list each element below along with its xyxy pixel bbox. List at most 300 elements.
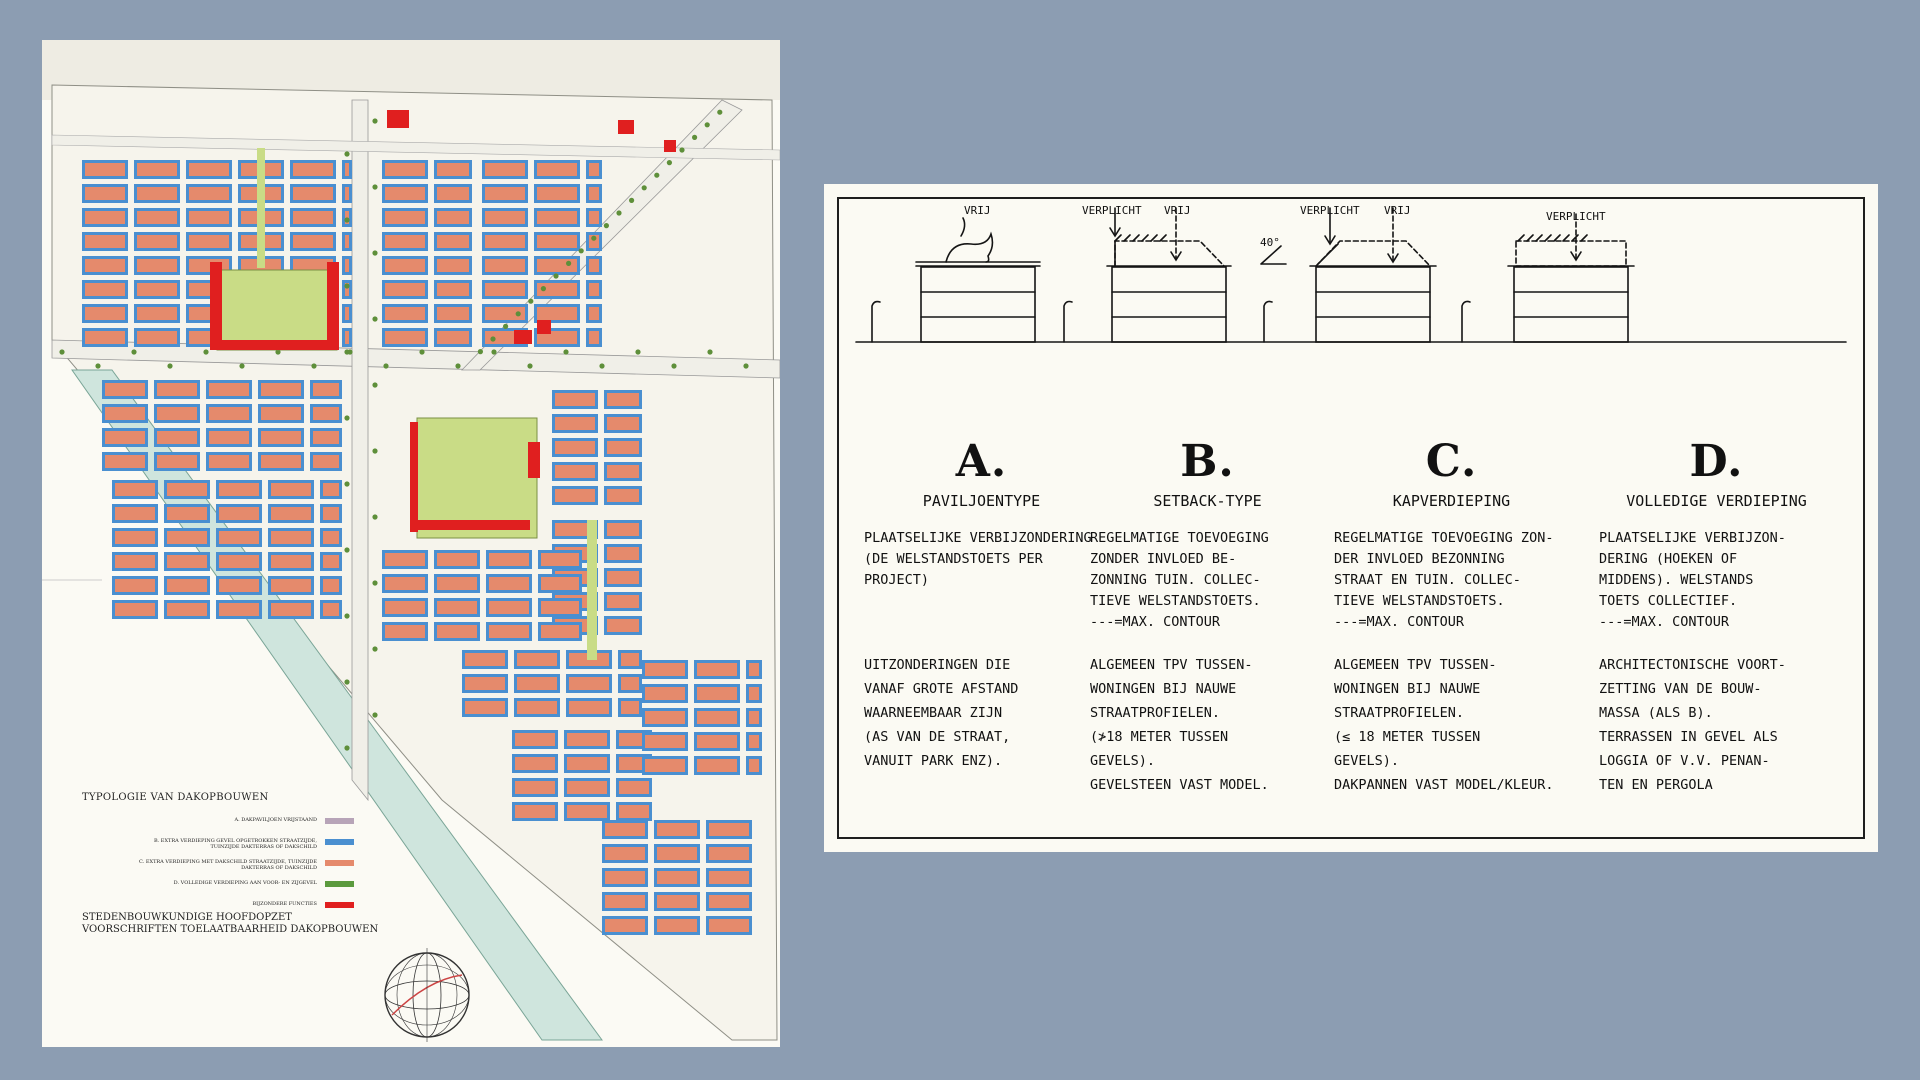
housing-block-inner <box>437 577 477 590</box>
housing-block-inner <box>607 393 639 406</box>
housing-block-inner <box>85 211 125 224</box>
housing-block-inner <box>437 307 469 320</box>
street-tree <box>527 363 532 368</box>
housing-block-inner <box>697 687 737 700</box>
housing-block-inner <box>541 553 579 566</box>
housing-block-inner <box>657 871 697 884</box>
housing-block-inner <box>385 601 425 614</box>
street-tree <box>591 236 596 241</box>
legend-swatch <box>325 839 354 845</box>
street-tree <box>203 349 208 354</box>
compass-rose-icon <box>372 940 482 1050</box>
housing-block-inner <box>607 489 639 502</box>
housing-block-inner <box>157 455 197 468</box>
green-strip <box>587 520 597 660</box>
type-description: PLAATSELIJKE VERBIJZON- DERING (HOEKEN OF MIDDENS). WELSTANDS TOETS COLLECTIEF. ---=MAX. CONTOUR <box>1599 530 1786 630</box>
street-tree <box>344 217 349 222</box>
street-tree <box>671 363 676 368</box>
legend-label: D. VOLLEDIGE VERDIEPING AAN VOOR- EN ZIJGEVEL <box>173 880 317 886</box>
housing-block-inner <box>293 211 333 224</box>
housing-block-inner <box>209 431 249 444</box>
housing-block-inner <box>567 781 607 794</box>
housing-block-inner <box>209 407 249 420</box>
street-tree <box>59 349 64 354</box>
type-title: PAVILJOENTYPE <box>922 492 1041 510</box>
housing-block-inner <box>645 735 685 748</box>
legend-swatch <box>325 818 354 824</box>
housing-block-inner <box>485 235 525 248</box>
housing-block-inner <box>115 483 155 496</box>
street-tree <box>599 363 604 368</box>
housing-block-inner <box>749 711 759 724</box>
housing-block-inner <box>323 483 339 496</box>
housing-block-inner <box>271 603 311 616</box>
housing-block-inner <box>137 235 177 248</box>
section-d <box>1462 214 1634 342</box>
legend-item-d <box>82 878 382 899</box>
housing-block-inner <box>607 571 639 584</box>
housing-block-inner <box>323 531 339 544</box>
housing-block-inner <box>589 331 599 344</box>
type-description: REGELMATIGE TOEVOEGING ZONDER INVLOED BE- ZONNING TUIN. COLLEC- TIEVE WELSTANDSTOETS. ---=MAX. CONTOUR <box>1090 530 1269 630</box>
housing-block-inner <box>437 625 477 638</box>
label-verplicht-b: VERPLICHT <box>1082 204 1142 217</box>
housing-block-inner <box>345 163 349 176</box>
legend-label: C. EXTRA VERDIEPING MET DAKSCHILD STRAATZIJDE, TUINZIJDE DAKTERRAS OF DAKSCHILD <box>139 859 317 871</box>
street-tree <box>490 336 495 341</box>
housing-block-inner <box>437 187 469 200</box>
housing-block-inner <box>541 601 579 614</box>
housing-block-inner <box>115 507 155 520</box>
type-letter: A. <box>955 436 1008 487</box>
housing-block-inner <box>645 687 685 700</box>
housing-block-inner <box>85 187 125 200</box>
housing-block-inner <box>137 211 177 224</box>
street-tree <box>383 363 388 368</box>
legend-label: A. DAKPAVILJOEN VRIJSTAAND <box>234 817 317 823</box>
housing-block-inner <box>209 455 249 468</box>
housing-block-inner <box>271 507 311 520</box>
street-tree <box>372 646 377 651</box>
housing-block-inner <box>485 283 525 296</box>
housing-block-inner <box>489 601 529 614</box>
housing-block-inner <box>115 579 155 592</box>
housing-block-inner <box>167 603 207 616</box>
street-tree <box>344 679 349 684</box>
housing-block-inner <box>465 677 505 690</box>
street-tree <box>239 363 244 368</box>
housing-block-inner <box>569 701 609 714</box>
housing-block-inner <box>115 531 155 544</box>
housing-block-inner <box>189 187 229 200</box>
housing-block-inner <box>385 163 425 176</box>
green-strip <box>257 148 265 268</box>
street-tree <box>347 349 352 354</box>
housing-block-inner <box>323 579 339 592</box>
housing-block-inner <box>293 235 333 248</box>
street-tree <box>604 223 609 228</box>
housing-block-inner <box>437 331 469 344</box>
legend-swatch <box>325 902 354 908</box>
housing-block-inner <box>541 625 579 638</box>
housing-block-inner <box>437 553 477 566</box>
housing-block-inner <box>137 259 177 272</box>
street-tree <box>566 261 571 266</box>
housing-block-inner <box>517 653 557 666</box>
housing-block-inner <box>167 555 207 568</box>
housing-block-inner <box>105 455 145 468</box>
housing-block-inner <box>749 687 759 700</box>
housing-block-inner <box>645 663 685 676</box>
housing-block-inner <box>323 603 339 616</box>
housing-block-inner <box>345 259 349 272</box>
housing-block-inner <box>555 393 595 406</box>
street-tree <box>717 110 722 115</box>
section-b <box>1064 208 1231 342</box>
housing-block-inner <box>697 759 737 772</box>
housing-block-inner <box>261 383 301 396</box>
legend-swatch <box>325 860 354 866</box>
housing-block-inner <box>537 187 577 200</box>
housing-block-inner <box>541 577 579 590</box>
housing-block-inner <box>313 431 339 444</box>
street-tree <box>372 250 377 255</box>
street-tree <box>528 299 533 304</box>
street-tree <box>167 363 172 368</box>
housing-block-inner <box>537 211 577 224</box>
housing-block-inner <box>517 677 557 690</box>
type-letter: B. <box>1180 436 1235 487</box>
housing-block-inner <box>657 823 697 836</box>
street-tree <box>344 745 349 750</box>
housing-block-inner <box>345 331 349 344</box>
housing-block-inner <box>569 677 609 690</box>
housing-block-inner <box>697 663 737 676</box>
housing-block-inner <box>219 483 259 496</box>
housing-block-inner <box>657 919 697 932</box>
housing-block-inner <box>589 163 599 176</box>
street-tree <box>629 198 634 203</box>
housing-block-inner <box>385 211 425 224</box>
housing-block-inner <box>157 431 197 444</box>
legend-item-a <box>82 815 382 836</box>
housing-block-inner <box>537 259 577 272</box>
housing-block-inner <box>697 735 737 748</box>
housing-block-inner <box>621 677 639 690</box>
street-tree <box>372 448 377 453</box>
street-tree <box>667 160 672 165</box>
street-tree <box>344 613 349 618</box>
housing-block-inner <box>167 483 207 496</box>
housing-block-inner <box>485 187 525 200</box>
housing-block-inner <box>465 653 505 666</box>
housing-block-inner <box>709 847 749 860</box>
housing-block-inner <box>105 431 145 444</box>
label-vrij-b: VRIJ <box>1164 204 1191 217</box>
street-tree <box>654 173 659 178</box>
housing-block-inner <box>209 383 249 396</box>
housing-block-inner <box>607 547 639 560</box>
street-tree <box>344 151 349 156</box>
legend-title: TYPOLOGIE VAN DAKOPBOUWEN <box>82 792 269 803</box>
housing-block-inner <box>749 735 759 748</box>
street-tree <box>478 349 483 354</box>
housing-block-inner <box>619 805 649 818</box>
housing-block-inner <box>115 603 155 616</box>
map-title <box>82 912 422 936</box>
housing-block-inner <box>489 577 529 590</box>
green-square <box>217 270 337 350</box>
label-verplicht-d: VERPLICHT <box>1546 210 1606 223</box>
map-title-line1: STEDENBOUWKUNDIGE HOOFDOPZET <box>82 912 292 923</box>
street-tree <box>419 349 424 354</box>
housing-block-inner <box>137 331 177 344</box>
housing-block-inner <box>605 871 645 884</box>
housing-block-inner <box>537 163 577 176</box>
housing-block-inner <box>271 531 311 544</box>
housing-block-inner <box>657 847 697 860</box>
housing-block-inner <box>589 283 599 296</box>
street-tree <box>635 349 640 354</box>
section-c <box>1261 208 1436 342</box>
legend-label: B. EXTRA VERDIEPING GEVEL OPGETROKKEN STRAATZIJDE, TUINZIJDE DAKTERRAS OF DAKSCHILD <box>153 838 317 850</box>
street-tree <box>131 349 136 354</box>
housing-block-inner <box>515 757 555 770</box>
street-tree <box>372 514 377 519</box>
housing-block-inner <box>607 465 639 478</box>
housing-block-inner <box>437 601 477 614</box>
legend-item-b <box>82 836 382 857</box>
section-a <box>872 218 1040 342</box>
housing-block-inner <box>515 781 555 794</box>
housing-block-inner <box>749 759 759 772</box>
street-tree <box>344 415 349 420</box>
housing-block-inner <box>385 307 425 320</box>
housing-block-inner <box>85 235 125 248</box>
housing-block-inner <box>219 531 259 544</box>
housing-block-inner <box>271 579 311 592</box>
legend-swatch <box>325 881 354 887</box>
legend-label: BIJZONDERE FUNCTIES <box>252 901 317 907</box>
type-title: KAPVERDIEPING <box>1392 492 1511 510</box>
type-application: ARCHITECTONISCHE VOORT- ZETTING VAN DE BOUW- MASSA (ALS B). TERRASSEN IN GEVEL ALS LOGGIA OF V.V. PENAN- TEN EN PERGOLA <box>1599 657 1786 793</box>
housing-block-inner <box>137 307 177 320</box>
housing-block-inner <box>589 187 599 200</box>
housing-block-inner <box>271 483 311 496</box>
housing-block-inner <box>605 823 645 836</box>
housing-block-inner <box>167 579 207 592</box>
housing-block-inner <box>605 919 645 932</box>
housing-block-inner <box>85 283 125 296</box>
housing-block-inner <box>345 187 349 200</box>
housing-block-inner <box>437 211 469 224</box>
housing-block-inner <box>645 759 685 772</box>
housing-block-inner <box>605 895 645 908</box>
housing-block-inner <box>589 259 599 272</box>
housing-block-inner <box>607 441 639 454</box>
street-tree <box>516 311 521 316</box>
housing-block-inner <box>485 259 525 272</box>
type-letter: D. <box>1689 436 1744 487</box>
housing-block-inner <box>219 555 259 568</box>
type-description: PLAATSELIJKE VERBIJZONDERING (DE WELSTANDSTOETS PER PROJECT) <box>864 530 1092 588</box>
housing-block-inner <box>621 653 639 666</box>
legend-item-c <box>82 857 382 878</box>
type-description: REGELMATIGE TOEVOEGING ZON- DER INVLOED BEZONNING STRAAT EN TUIN. COLLEC- TIEVE WELSTANDSTOETS. ---=MAX. CONTOUR <box>1334 530 1554 630</box>
housing-block-inner <box>345 235 349 248</box>
housing-block-inner <box>567 805 607 818</box>
housing-block-inner <box>607 417 639 430</box>
housing-block-inner <box>555 489 595 502</box>
housing-block-inner <box>607 523 639 536</box>
housing-block-inner <box>709 823 749 836</box>
housing-block-inner <box>605 847 645 860</box>
housing-block-inner <box>385 235 425 248</box>
housing-block-inner <box>189 163 229 176</box>
housing-block-inner <box>385 259 425 272</box>
housing-block-inner <box>589 307 599 320</box>
housing-block-inner <box>485 211 525 224</box>
street-tree <box>503 324 508 329</box>
street-tree <box>344 283 349 288</box>
housing-block-inner <box>313 455 339 468</box>
street-tree <box>372 184 377 189</box>
street-tree <box>311 363 316 368</box>
main-road <box>352 100 368 800</box>
housing-block-inner <box>323 555 339 568</box>
housing-block-inner <box>385 187 425 200</box>
housing-block-inner <box>293 187 333 200</box>
housing-block-inner <box>619 781 649 794</box>
street-tree <box>743 363 748 368</box>
housing-block-inner <box>189 235 229 248</box>
housing-block-inner <box>515 805 555 818</box>
housing-block-inner <box>85 163 125 176</box>
housing-block-inner <box>157 407 197 420</box>
housing-block-inner <box>115 555 155 568</box>
housing-block-inner <box>219 507 259 520</box>
housing-block-inner <box>167 507 207 520</box>
street-tree <box>563 349 568 354</box>
housing-block-inner <box>709 871 749 884</box>
street-tree <box>679 147 684 152</box>
housing-block-inner <box>489 625 529 638</box>
housing-block-inner <box>261 407 301 420</box>
type-application: ALGEMEEN TPV TUSSEN- WONINGEN BIJ NAUWE STRAATPROFIELEN. (≤ 18 METER TUSSEN GEVELS). DAKPANNEN VAST MODEL/KLEUR. <box>1334 657 1554 793</box>
label-angle-c: 40° <box>1260 236 1280 249</box>
street-tree <box>541 286 546 291</box>
housing-block-inner <box>157 383 197 396</box>
housing-block-inner <box>105 383 145 396</box>
housing-block-inner <box>385 577 425 590</box>
housing-block-inner <box>645 711 685 724</box>
housing-block-inner <box>261 431 301 444</box>
street-tree <box>372 316 377 321</box>
housing-block-inner <box>293 163 333 176</box>
street-tree <box>707 349 712 354</box>
housing-block-inner <box>85 331 125 344</box>
housing-block-inner <box>607 595 639 608</box>
housing-block-inner <box>537 307 577 320</box>
housing-block-inner <box>607 619 639 632</box>
street-tree <box>372 382 377 387</box>
street-tree <box>705 122 710 127</box>
housing-block-inner <box>555 441 595 454</box>
housing-block-inner <box>709 919 749 932</box>
street-tree <box>579 248 584 253</box>
street-tree <box>692 135 697 140</box>
housing-block-inner <box>621 701 639 714</box>
street-tree <box>344 481 349 486</box>
housing-block-inner <box>657 895 697 908</box>
housing-block-inner <box>385 553 425 566</box>
housing-block-inner <box>219 579 259 592</box>
housing-block-inner <box>485 163 525 176</box>
housing-block-inner <box>85 307 125 320</box>
label-vrij-a: VRIJ <box>964 204 991 217</box>
housing-block-inner <box>167 531 207 544</box>
housing-block-inner <box>85 259 125 272</box>
type-title: SETBACK-TYPE <box>1153 492 1262 510</box>
housing-block-inner <box>385 331 425 344</box>
housing-block-inner <box>345 307 349 320</box>
housing-block-inner <box>385 625 425 638</box>
housing-block-inner <box>489 553 529 566</box>
label-verplicht-c: VERPLICHT <box>1300 204 1360 217</box>
housing-block-inner <box>437 235 469 248</box>
housing-block-inner <box>437 283 469 296</box>
housing-block-inner <box>515 733 555 746</box>
housing-block-inner <box>567 757 607 770</box>
type-letter: C. <box>1425 436 1478 487</box>
type-application: ALGEMEEN TPV TUSSEN- WONINGEN BIJ NAUWE STRAATPROFIELEN. (≯18 METER TUSSEN GEVELS). GEVELSTEEN VAST MODEL. <box>1090 657 1269 793</box>
housing-block-inner <box>105 407 145 420</box>
street-tree <box>372 712 377 717</box>
housing-block-inner <box>323 507 339 520</box>
housing-block-inner <box>385 283 425 296</box>
street-tree <box>372 580 377 585</box>
housing-block-inner <box>589 211 599 224</box>
housing-block-inner <box>313 407 339 420</box>
housing-block-inner <box>709 895 749 908</box>
housing-block-inner <box>313 383 339 396</box>
housing-block-inner <box>219 603 259 616</box>
street-tree <box>553 273 558 278</box>
housing-block-inner <box>437 259 469 272</box>
housing-block-inner <box>137 187 177 200</box>
housing-block-inner <box>189 211 229 224</box>
housing-block-inner <box>517 701 557 714</box>
map-legend <box>82 792 382 920</box>
street-tree <box>616 210 621 215</box>
housing-block-inner <box>555 465 595 478</box>
housing-block-inner <box>137 163 177 176</box>
type-title: VOLLEDIGE VERDIEPING <box>1626 492 1807 510</box>
street-tree <box>642 185 647 190</box>
street-tree <box>372 118 377 123</box>
street-tree <box>491 349 496 354</box>
label-vrij-c: VRIJ <box>1384 204 1411 217</box>
roof-typology-sketch-panel <box>824 184 1878 852</box>
housing-block-inner <box>749 663 759 676</box>
housing-block-inner <box>697 711 737 724</box>
housing-block-inner <box>567 733 607 746</box>
street-tree <box>344 547 349 552</box>
housing-block-inner <box>271 555 311 568</box>
urban-plan-map-sheet <box>42 40 780 1047</box>
type-application: UITZONDERINGEN DIE VANAF GROTE AFSTAND WAARNEEMBAAR ZIJN (AS VAN DE STRAAT, VANUIT PARK ENZ). <box>864 657 1019 769</box>
housing-block-inner <box>465 701 505 714</box>
